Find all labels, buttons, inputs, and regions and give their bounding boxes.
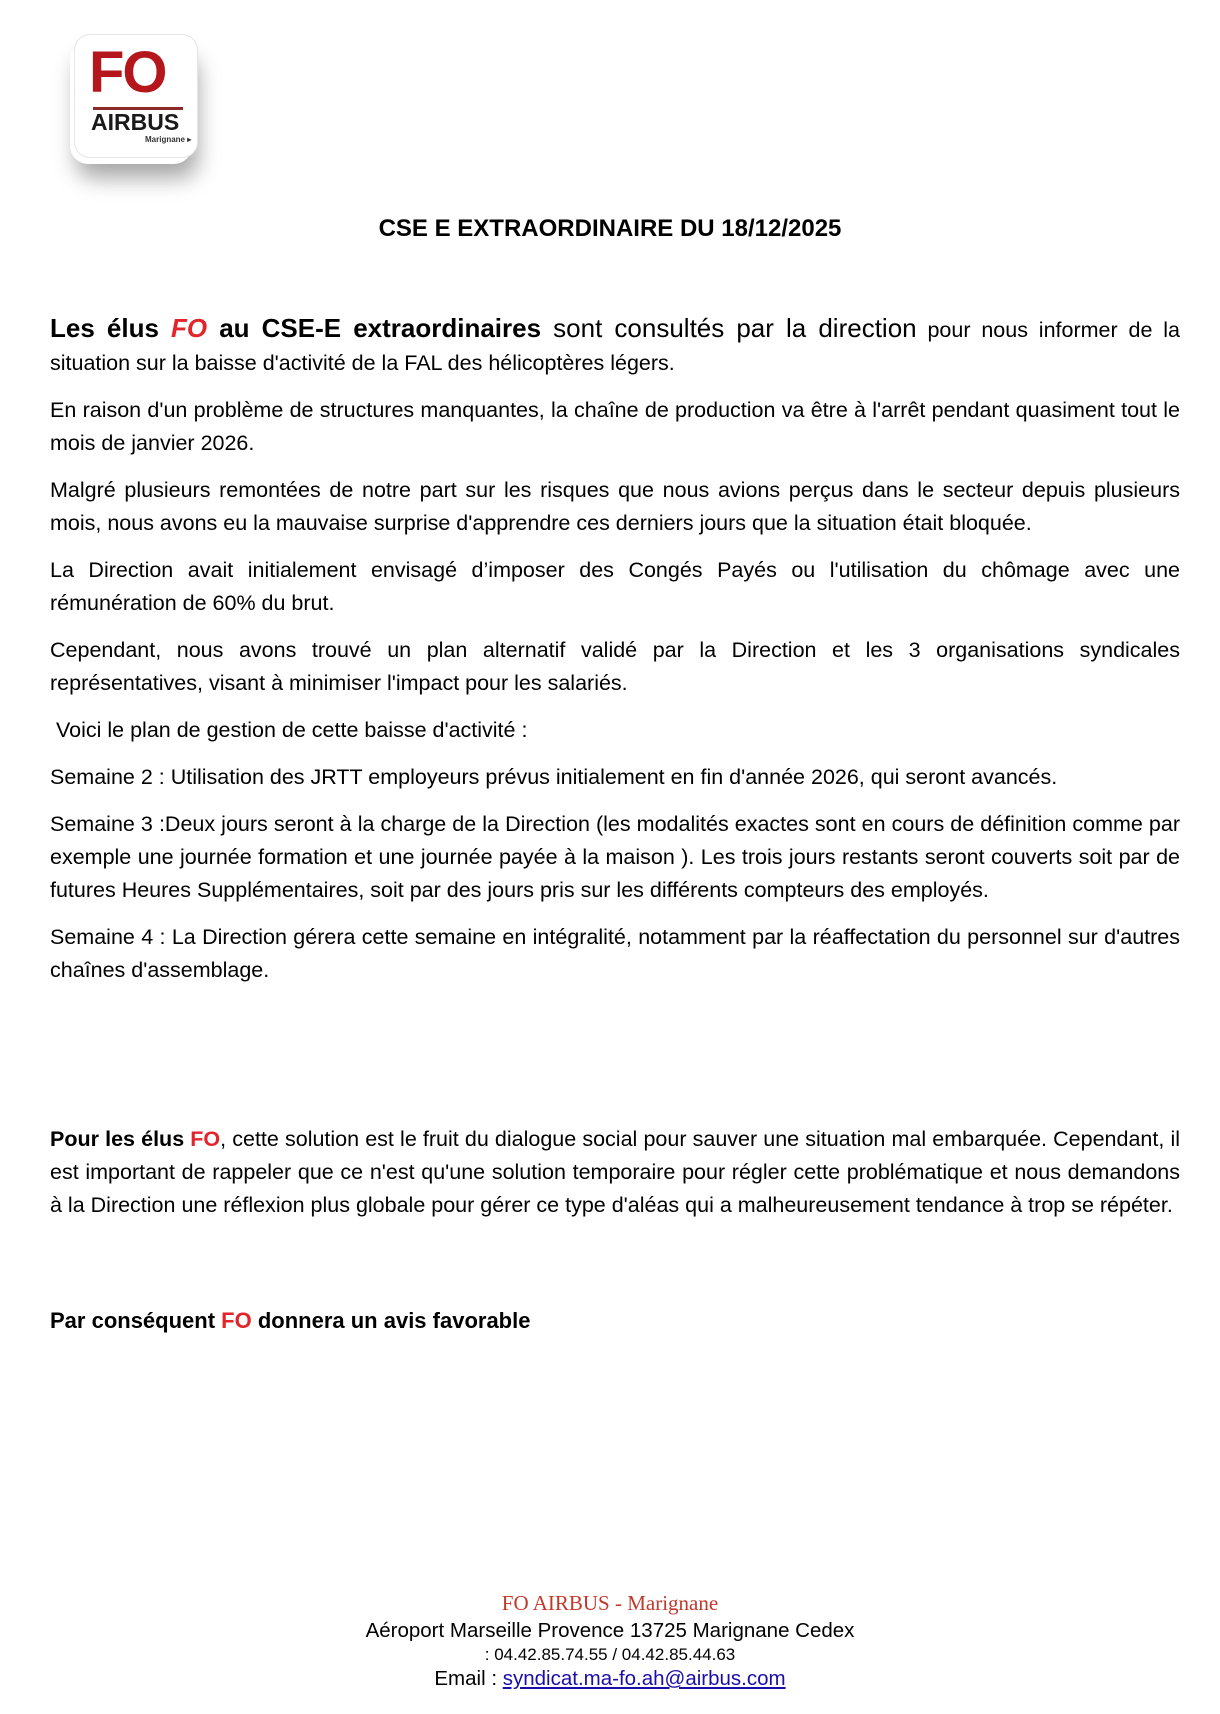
conclusion-part-2: donnera un avis favorable: [251, 1308, 531, 1333]
closing-text: , cette solution est le fruit du dialogue social pour sauver une situation mal embarquée. Cependant, il est important de rappeler que ce n'est qu'une solution temporaire pour régler cette problématique et nous demandons à la Direction une réflexion plus globale pour gérer ce type d'aléas qui a malheureusement tendance à trop se répéter.: [50, 1127, 1180, 1217]
paragraph: La Direction avait initialement envisagé d’imposer des Congés Payés ou l'utilisation du chômage avec une rémunération de 60% du brut.: [50, 558, 1180, 615]
conclusion-part-1: Par conséquent: [50, 1308, 222, 1333]
footer-phone: : 04.42.85.74.55 / 04.42.85.44.63: [484, 1645, 736, 1664]
logo-subtitle: Marignane ▸: [145, 135, 192, 144]
paragraph: Cependant, nous avons trouvé un plan alternatif validé par la Direction et les 3 organisations syndicales représentatives, visant à minimiser l'impact pour les salariés.: [50, 638, 1180, 695]
intro-lead-3: sont consultés par la direction: [541, 313, 917, 343]
paragraph: En raison d'un problème de structures manquantes, la chaîne de production va être à l'arrêt pendant quasiment tout le mois de janvier 2026.: [50, 398, 1180, 455]
footer: [0, 1588, 1220, 1692]
logo-fo-mark: FO: [89, 40, 166, 105]
intro-lead-2: au CSE-E extraordinaires: [207, 313, 542, 343]
footer-address: Aéroport Marseille Provence 13725 Marignane Cedex: [365, 1619, 855, 1642]
fo-airbus-logo: [62, 28, 202, 168]
conclusion-fo: FO: [221, 1308, 252, 1333]
plan-week-3: Semaine 3 :Deux jours seront à la charge de la Direction (les modalités exactes sont en cours de définition comme par exemple une journée formation et une journée payée à la maison ). Les trois jours restants seront couverts soit par de futures Heures Supplémentaires, soit par des jours pris sur les différents compteurs des employés.: [50, 812, 1180, 902]
footer-email-line: [0, 1666, 1220, 1692]
intro-lead-1: Les élus: [50, 313, 172, 343]
plan-heading: Voici le plan de gestion de cette baisse d'activité :: [56, 718, 528, 742]
logo-tile: [74, 34, 198, 158]
closing-bold: Pour les élus: [50, 1127, 191, 1151]
document-title: CSE E EXTRAORDINAIRE DU 18/12/2025: [378, 215, 842, 242]
closing-paragraph: [50, 1123, 1180, 1222]
intro-fo: FO: [171, 313, 208, 343]
footer-email-link[interactable]: syndicat.ma-fo.ah@airbus.com: [502, 1667, 786, 1690]
plan-week-4: Semaine 4 : La Direction gérera cette semaine en intégralité, notamment par la réaffectation du personnel sur d'autres chaînes d'assemblage.: [50, 925, 1180, 982]
plan-week-2: Semaine 2 : Utilisation des JRTT employeurs prévus initialement en fin d'année 2026, qui seront avancés.: [50, 765, 1058, 789]
footer-org: FO AIRBUS - Marignane: [501, 1591, 719, 1615]
footer-email-label: Email :: [434, 1667, 503, 1690]
conclusion: [50, 1308, 530, 1334]
document-body: [50, 312, 1180, 1001]
logo-brand: AIRBUS: [91, 109, 180, 135]
closing-section: [50, 1123, 1180, 1236]
intro-paragraph: [50, 312, 1180, 380]
intro-rest: pour nous informer de la situation sur la baisse d'activité de la FAL des hélicoptères légers.: [50, 318, 1180, 375]
closing-fo: FO: [190, 1127, 221, 1151]
paragraph: Malgré plusieurs remontées de notre part sur les risques que nous avions perçus dans le secteur depuis plusieurs mois, nous avons eu la mauvaise surprise d'apprendre ces derniers jours que la situation était bloquée.: [50, 478, 1180, 535]
